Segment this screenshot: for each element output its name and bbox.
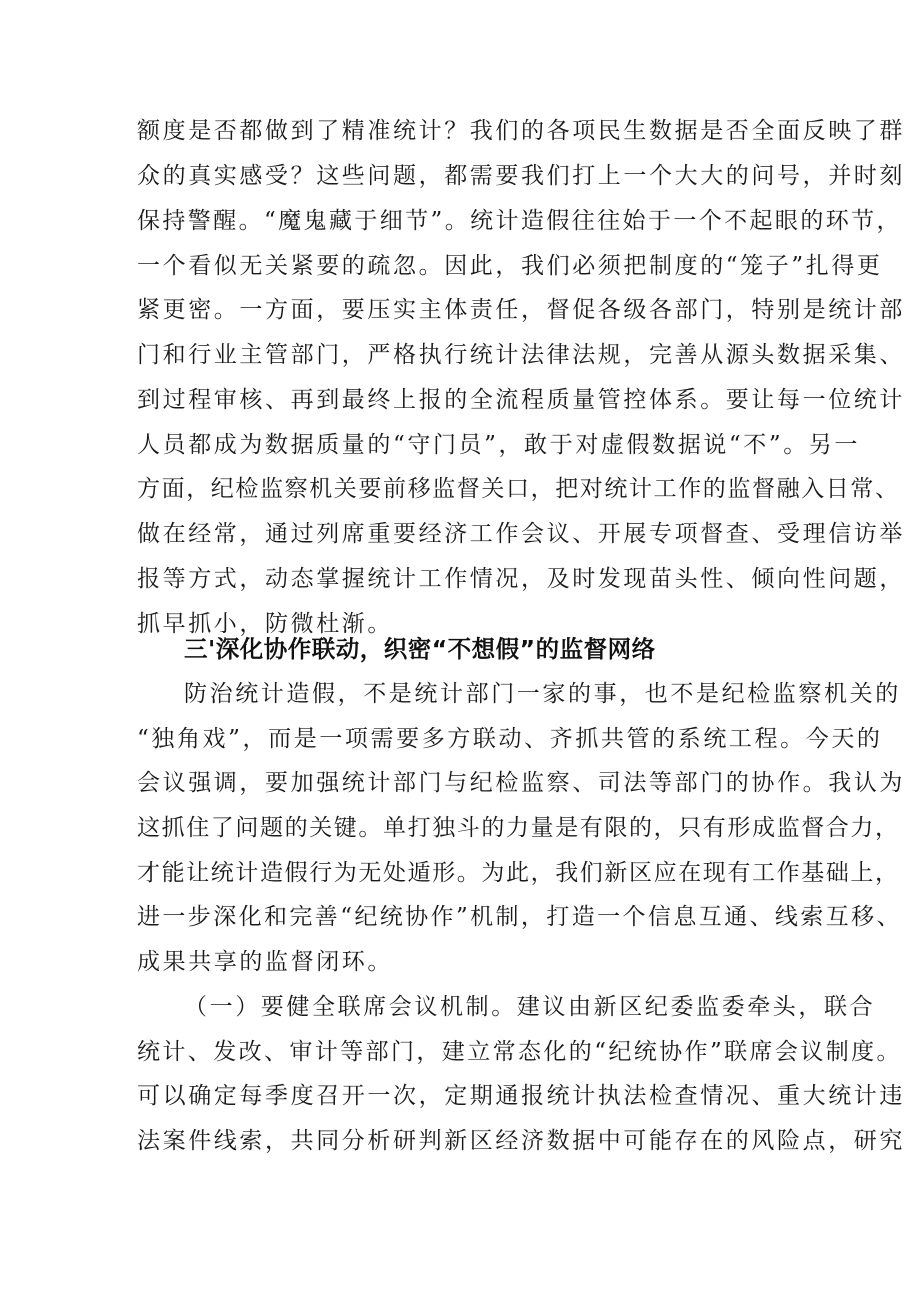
text-line: 抓早抓小，防微杜渐。 <box>137 611 393 637</box>
text-line: “独角戏”，而是一项需要多方联动、齐抓共管的系统工程。今天的 <box>137 726 883 752</box>
text-line: 报等方式，动态掌握统计工作情况，及时发现苗头性、倾向性问题， <box>137 566 905 592</box>
text-line: 到过程审核、再到最终上报的全流程质量管控体系。要让每一位统计 <box>137 387 905 413</box>
text-line: 保持警醒。“魔鬼藏于细节”。统计造假往往始于一个不起眼的环节， <box>137 208 902 234</box>
text-line: 一个看似无关紧要的疏忽。因此，我们必须把制度的“笼子”扎得更 <box>137 253 883 279</box>
text-line: 法案件线索，共同分析研判新区经济数据中可能存在的风险点，研究 <box>137 1128 905 1154</box>
text-line: 可以确定每季度召开一次，定期通报统计执法检查情况、重大统计违 <box>137 1083 905 1109</box>
text-line: 门和行业主管部门，严格执行统计法律法规，完善从源头数据采集、 <box>137 342 905 368</box>
text-line: 方面，纪检监察机关要前移监督关口，把对统计工作的监督融入日常、 <box>137 476 900 502</box>
text-line: 人员都成为数据质量的“守门员”，敢于对虚假数据说“不”。另一 <box>137 432 861 458</box>
text-line: 成果共享的监督闭环。 <box>137 949 393 975</box>
text-line: （一）要健全联席会议机制。建议由新区纪委监委牵头，联合 <box>184 994 876 1020</box>
text-line: 统计、发改、审计等部门，建立常态化的“纪统协作”联席会议制度。 <box>137 1039 902 1065</box>
text-line: 做在经常，通过列席重要经济工作会议、开展专项督查、受理信访举 <box>137 521 905 547</box>
text-line: 才能让统计造假行为无处遁形。为此，我们新区应在现有工作基础上， <box>137 860 900 886</box>
text-line: 这抓住了问题的关键。单打独斗的力量是有限的，只有形成监督合力， <box>137 815 900 841</box>
text-line: 众的真实感受？这些问题，都需要我们打上一个大大的问号，并时刻 <box>137 163 905 189</box>
text-line: 会议强调，要加强统计部门与纪检监察、司法等部门的协作。我认为 <box>137 770 905 796</box>
text-line: 进一步深化和完善“纪统协作”机制，打造一个信息互通、线索互移、 <box>137 904 902 930</box>
text-line: 紧更密。一方面，要压实主体责任，督促各级各部门，特别是统计部 <box>137 297 905 323</box>
text-line: 防治统计造假，不是统计部门一家的事，也不是纪检监察机关的 <box>184 681 901 707</box>
text-line: 额度是否都做到了精准统计？我们的各项民生数据是否全面反映了群 <box>137 118 905 144</box>
section-heading: 三'深化协作联动，织密“不想假”的监督网络 <box>184 635 656 663</box>
